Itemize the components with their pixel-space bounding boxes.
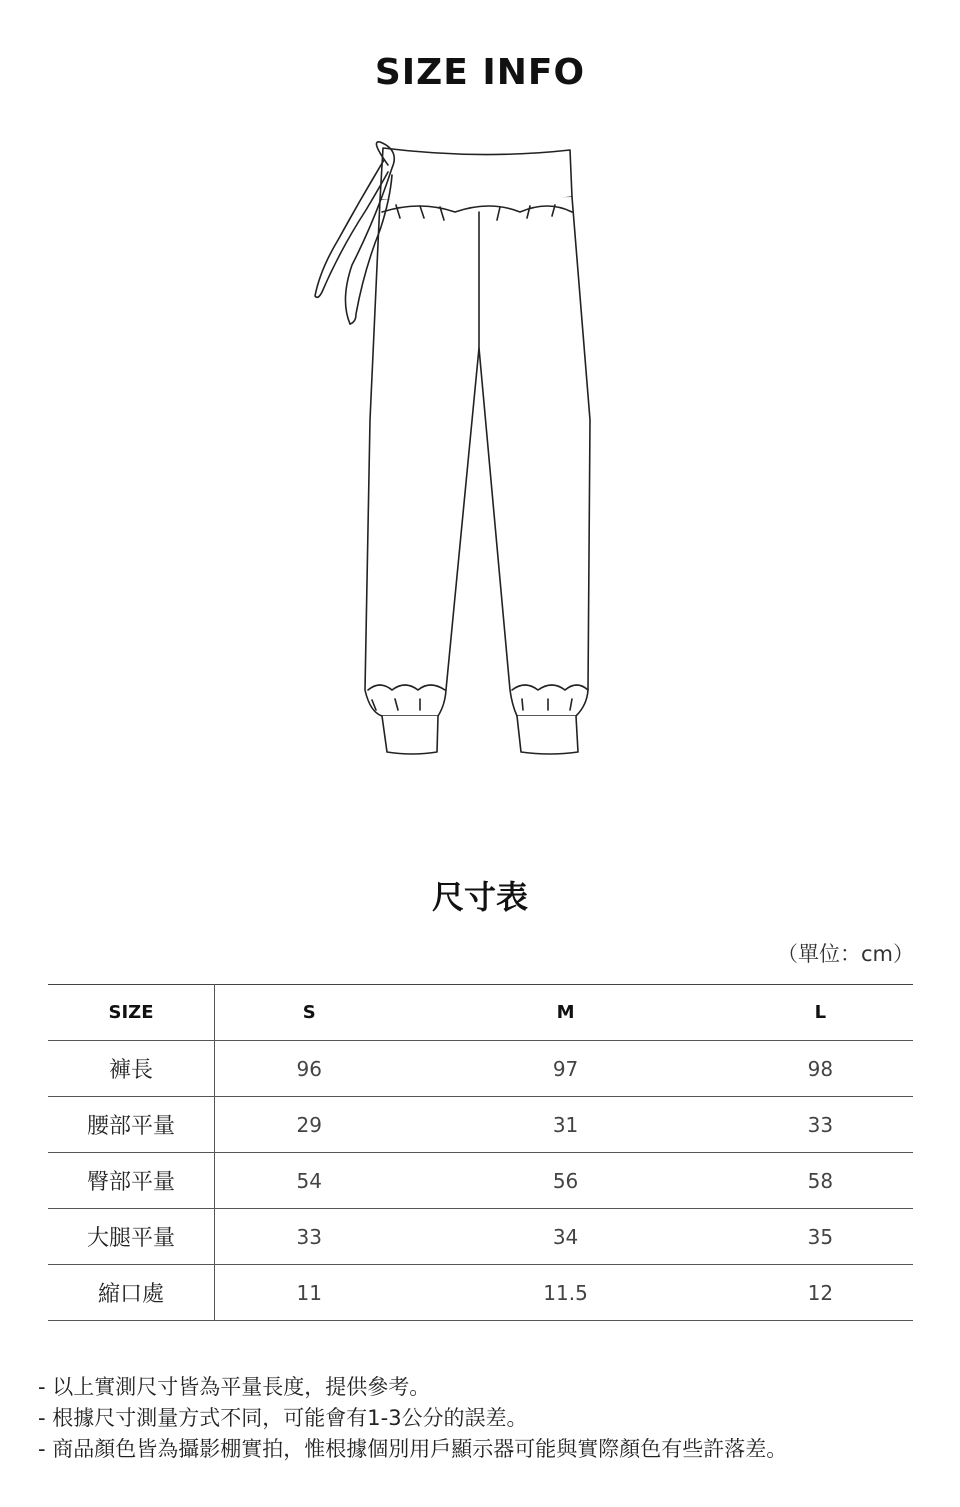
table-cell: 56 (403, 1153, 727, 1209)
row-label: 臀部平量 (48, 1153, 215, 1209)
row-label: 縮口處 (48, 1265, 215, 1321)
jogger-pants-icon (300, 130, 610, 770)
table-cell: 11.5 (403, 1265, 727, 1321)
table-row (48, 1097, 913, 1153)
table-row (48, 1041, 913, 1097)
size-chart-title: 尺寸表 (431, 878, 528, 916)
table-cell: 11 (215, 1265, 404, 1321)
table-cell: 35 (728, 1209, 913, 1265)
row-label: 腰部平量 (48, 1097, 215, 1153)
column-header-size: SIZE (48, 985, 215, 1041)
column-header-s: S (215, 985, 404, 1041)
table-cell: 54 (215, 1153, 404, 1209)
notes-list (38, 1372, 938, 1465)
table-header-row (48, 985, 913, 1041)
unit-note: （單位：cm） (776, 942, 914, 966)
table-cell: 98 (728, 1041, 913, 1097)
table-row (48, 1209, 913, 1265)
note-item: - 以上實測尺寸皆為平量長度，提供參考。 (38, 1375, 431, 1399)
table-cell: 97 (403, 1041, 727, 1097)
table-cell: 12 (728, 1265, 913, 1321)
column-header-l: L (728, 985, 913, 1041)
note-item: - 根據尺寸測量方式不同，可能會有1-3公分的誤差。 (38, 1406, 528, 1430)
page-title: SIZE INFO (374, 52, 586, 93)
table-row (48, 1265, 913, 1321)
table-row (48, 1153, 913, 1209)
row-label: 大腿平量 (48, 1209, 215, 1265)
table-cell: 29 (215, 1097, 404, 1153)
table-cell: 34 (403, 1209, 727, 1265)
table-cell: 31 (403, 1097, 727, 1153)
table-cell: 33 (215, 1209, 404, 1265)
table-cell: 58 (728, 1153, 913, 1209)
row-label: 褲長 (48, 1041, 215, 1097)
table-cell: 33 (728, 1097, 913, 1153)
table-cell: 96 (215, 1041, 404, 1097)
note-item: - 商品顏色皆為攝影棚實拍，惟根據個別用戶顯示器可能與實際顏色有些許落差。 (38, 1437, 788, 1461)
column-header-m: M (403, 985, 727, 1041)
size-table (48, 984, 913, 1321)
